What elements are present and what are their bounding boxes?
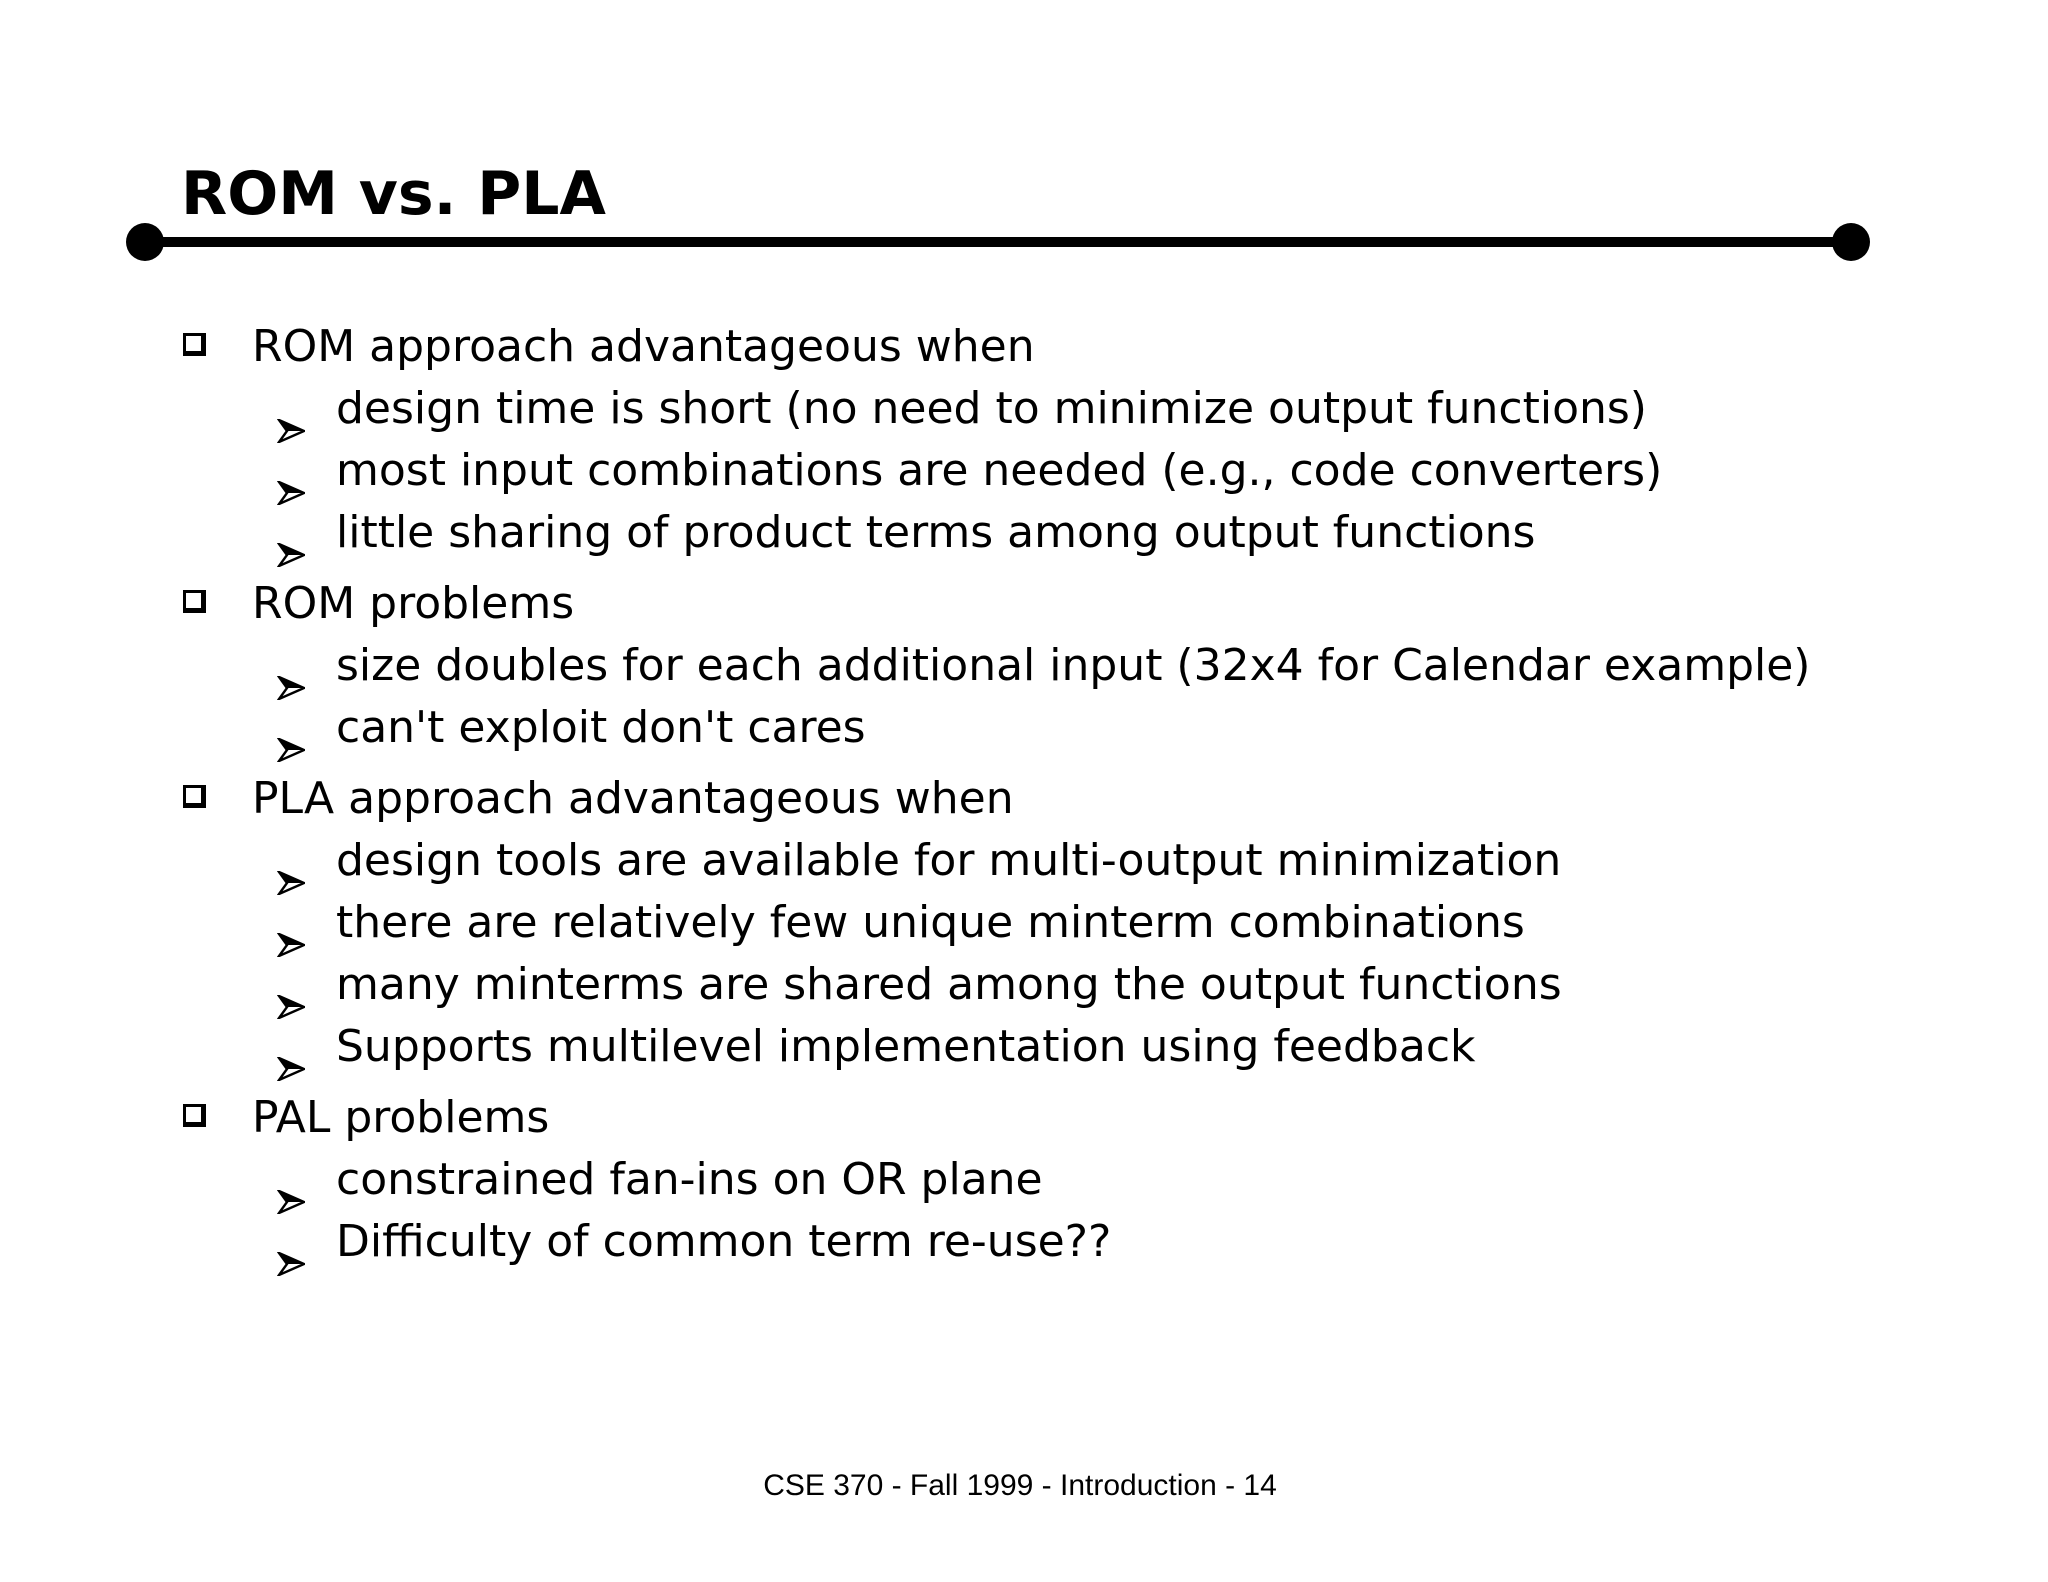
section-heading-text: PLA approach advantageous when [252, 773, 1014, 824]
list-item [181, 635, 1811, 697]
arrow-bullet-icon [277, 1231, 305, 1255]
list-item [181, 378, 1781, 440]
arrow-bullet-icon [277, 850, 305, 874]
slide-title: ROM vs. PLA [181, 159, 606, 229]
arrow-bullet-icon [277, 460, 305, 484]
section-heading [181, 573, 1781, 635]
arrow-bullet-icon [277, 398, 305, 422]
arrow-bullet-icon [277, 655, 305, 679]
list-item [181, 1016, 1781, 1078]
checkbox-icon [183, 1104, 206, 1127]
arrow-bullet-icon [277, 974, 305, 998]
checkbox-icon [183, 333, 206, 356]
list-item-text: can't exploit don't cares [336, 702, 866, 753]
list-item [181, 1211, 1781, 1273]
list-item-text: many minterms are shared among the output functions [336, 959, 1562, 1010]
list-item [181, 954, 1781, 1016]
title-rule-right-dot [1832, 223, 1870, 261]
bullet-list [181, 316, 1811, 1282]
arrow-bullet-icon [277, 1169, 305, 1193]
checkbox-icon [183, 590, 206, 613]
arrow-bullet-icon [277, 717, 305, 741]
section-heading [181, 316, 1781, 378]
section-heading [181, 1087, 1781, 1149]
section-heading-text: ROM approach advantageous when [252, 321, 1035, 372]
list-item [181, 892, 1781, 954]
section-heading-text: ROM problems [252, 578, 575, 629]
list-item-text: little sharing of product terms among output functions [336, 507, 1536, 558]
checkbox-icon [183, 785, 206, 808]
arrow-bullet-icon [277, 522, 305, 546]
list-item [181, 697, 1781, 759]
bullet-section [181, 768, 1781, 1078]
title-rule [145, 237, 1851, 247]
section-heading-text: PAL problems [252, 1092, 550, 1143]
list-item-text: Supports multilevel implementation using feedback [336, 1021, 1476, 1072]
list-item-text: size doubles for each additional input (32x4 for Calendar example) [336, 640, 1811, 691]
list-item-text: most input combinations are needed (e.g., code converters) [336, 445, 1663, 496]
list-item [181, 440, 1781, 502]
list-item [181, 830, 1781, 892]
section-heading [181, 768, 1781, 830]
arrow-bullet-icon [277, 1036, 305, 1060]
footer-text: CSE 370 - Fall 1999 - Introduction - 14 [763, 1469, 1277, 1502]
bullet-section [181, 573, 1811, 759]
list-item-text: design tools are available for multi-output minimization [336, 835, 1562, 886]
bullet-section [181, 316, 1781, 564]
arrow-bullet-icon [277, 912, 305, 936]
bullet-section [181, 1087, 1781, 1273]
slide-footer [0, 1468, 2048, 1504]
list-item [181, 502, 1781, 564]
list-item-text: Difficulty of common term re-use?? [336, 1216, 1112, 1267]
list-item-text: constrained fan-ins on OR plane [336, 1154, 1043, 1205]
list-item-text: design time is short (no need to minimize output functions) [336, 383, 1647, 434]
list-item [181, 1149, 1781, 1211]
list-item-text: there are relatively few unique minterm combinations [336, 897, 1525, 948]
